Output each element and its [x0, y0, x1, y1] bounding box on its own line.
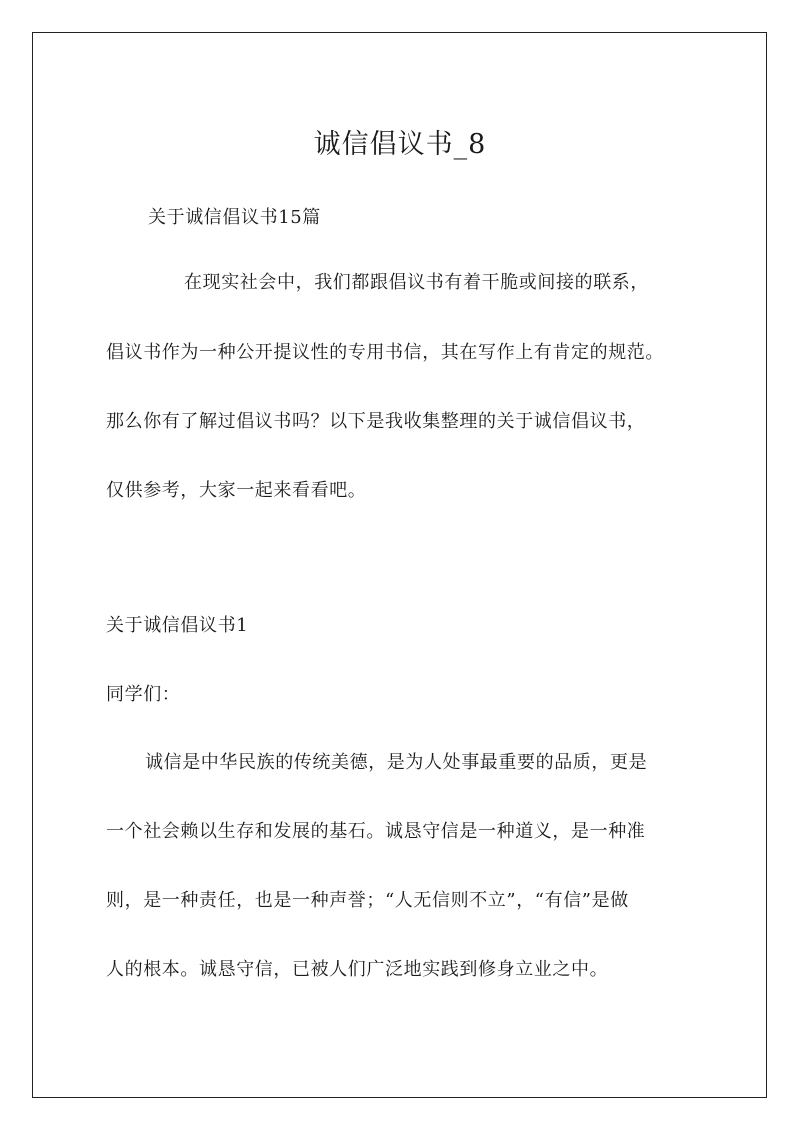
page-border: [32, 32, 767, 1098]
intro-line-3: 那么你有了解过倡议书吗？以下是我收集整理的关于诚信倡议书，: [106, 411, 646, 432]
document-title: 诚信倡议书_8: [313, 129, 487, 160]
body-line-2: 一个社会赖以生存和发展的基石。诚恳守信是一种道义，是一种准: [106, 821, 646, 842]
salutation: 同学们：: [106, 684, 181, 705]
document-subtitle: 关于诚信倡议书15篇: [148, 207, 321, 228]
section-heading: 关于诚信倡议书1: [106, 615, 249, 636]
body-line-4: 人的根本。诚恳守信，已被人们广泛地实践到修身立业之中。: [106, 959, 609, 980]
intro-line-4: 仅供参考，大家一起来看看吧。: [106, 480, 367, 501]
intro-line-2: 倡议书作为一种公开提议性的专用书信，其在写作上有肯定的规范。: [106, 342, 664, 363]
body-line-3: 则，是一种责任，也是一种声誉；“人无信则不立”，“有信”是做: [106, 890, 629, 911]
body-line-1: 诚信是中华民族的传统美德，是为人处事最重要的品质，更是: [145, 752, 648, 773]
intro-line-1: 在现实社会中，我们都跟倡议书有着干脆或间接的联系，: [184, 272, 649, 293]
